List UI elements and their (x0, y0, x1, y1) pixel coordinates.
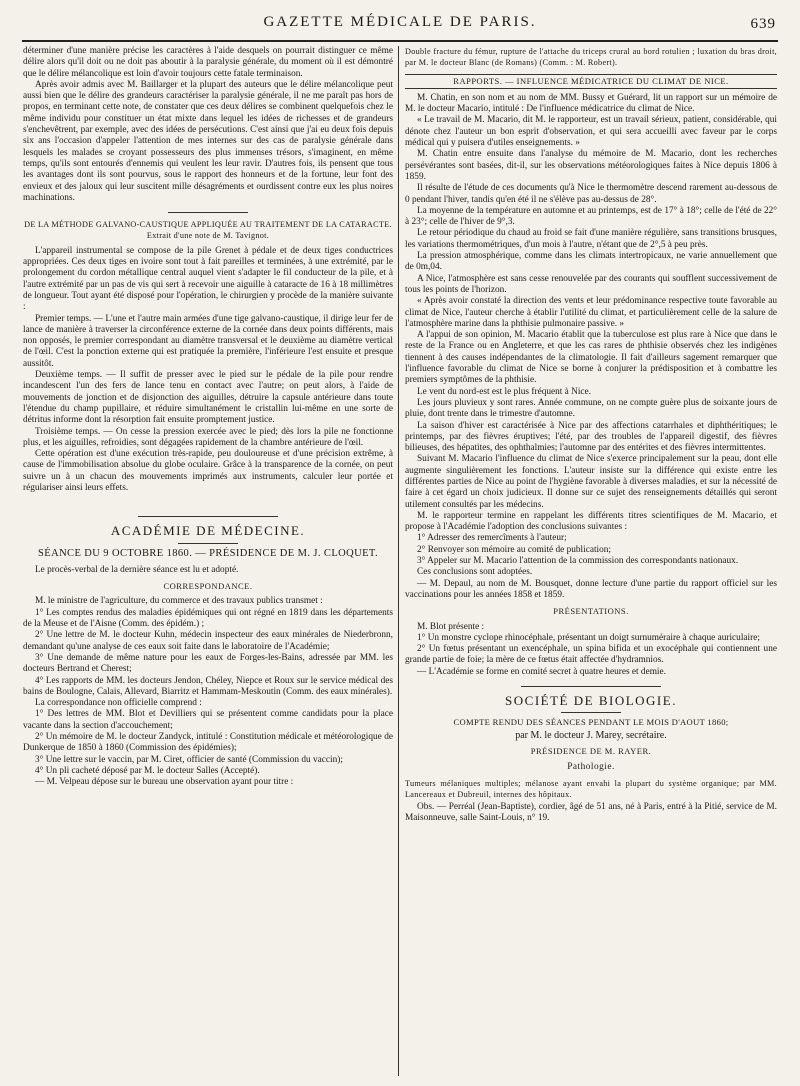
list-item: 1° Les comptes rendus des maladies épidémiques qui ont régné en 1819 dans les départements de la Meuse et de l'Aisne (Comm. des épidém.) ; (23, 607, 393, 630)
divider (561, 712, 621, 713)
list-item: 3° Une lettre sur le vaccin, par M. Ciret, officier de santé (Commission du vaccin); (35, 754, 343, 765)
column-divider (398, 46, 399, 1076)
list-item: 2° Un fœtus présentant un exencéphale, un spina bifida et un exocéphale qui contiennent une grande partie de foie; la mère de ce fœtus était affectée d'hydramnios. (405, 644, 777, 666)
page-header (22, 4, 778, 40)
paragraph: L'appareil instrumental se compose de la pile Grenet à pédale et de deux tiges conductrices appropriées. Ces deux tiges en ivoire sont tout à fait pareilles et terminées, à une extrémité, par le prolongement du cordon métallique central auquel vient s'adapter le fil conducteur de la pile, et à l'autre extrémité par un pas de vis qui sert à recevoir une aiguille à cataracte de 16 à 18 millimètres de longueur. Tout ayant été disposé pour l'opération, le chirurgien y procède de la manière suivante : (23, 245, 393, 313)
paragraph: Deuxième temps. — Il suffit de presser avec le pied sur le pédale de la pile pour rendre incandescent l'un des fers de lance tenu en contact avec l'autre; on peut alors, à l'aide de mouvements de jonction et de disjonction des aiguilles, détruire la capsule antérieure dans toute l'étendue du champ pupillaire, et réduire simultanément le cristallin lui-même en une sorte de détritus informe dont la résorption fait ensuite promptement justice. (23, 370, 393, 426)
list-item: 1° Des lettres de MM. Blot et Devilliers qui se présentent comme candidats pour la place vacante dans la section d'accouchement; (23, 709, 393, 731)
divider (521, 686, 661, 687)
paragraph: Le procès-verbal de la dernière séance est lu et adopté. (35, 564, 239, 575)
paragraph: M. Blot présente : (417, 621, 485, 632)
subheading-pathologie: Pathologie. (567, 762, 615, 773)
paragraph: — M. Depaul, au nom de M. Bousquet, donne lecture d'une partie du rapport officiel sur les vaccinations pour les années 1858 et 1859. (405, 578, 777, 600)
paragraph: Les jours pluvieux y sont rares. Année commune, on ne compte guère plus de soixante jours de pluie, dont trente dans le trimestre d'automne. (405, 397, 777, 420)
divider (168, 212, 248, 213)
list-item: — M. Velpeau dépose sur le bureau une observation ayant pour titre : (35, 777, 294, 788)
paragraph: « Après avoir constaté la direction des vents et leur prédominance respective toute favorable au climat de Nice, l'auteur cherche à établir l'utilité du climat, et particulièrement celle de la salure de l'atmosphère marine dans la phthisie pulmonaire passive. » (405, 296, 777, 329)
paragraph: Le vent du nord-est est le plus fréquent à Nice. (417, 386, 591, 397)
section-title-societe: SOCIÉTÉ DE BIOLOGIE. (505, 693, 677, 709)
report-author-line: par M. le docteur J. Marey, secrétaire. (515, 729, 667, 741)
paragraph: A l'appui de son opinion, M. Macario établit que la tuberculose est plus rare à Nice que dans le reste de la France ou en Angleterre, et que les cas rares de phthisie observés chez les indigènes tiennent à des causes indépendantes de la climatologie. Il fait d'ailleurs sagement remarquer que l'influence favorable du climat de Nice se borne à conjurer la prédisposition et à combattre les premiers symptômes de la phthisie. (405, 330, 777, 386)
paragraph: « Le travail de M. Macario, dit M. le rapporteur, est un travail sérieux, patient, considérable, qui dénote chez l'auteur un bon esprit d'observation, et qui sera accueilli avec faveur par le corps médical qui y puisera d'utiles enseignements. » (405, 115, 777, 149)
paragraph: M. le ministre de l'agriculture, du commerce et des travaux publics transmet : (35, 596, 323, 607)
list-item: 1° Adresser des remercîments à l'auteur; (417, 533, 567, 544)
report-title-line: COMPTE RENDU DES SÉANCES PENDANT LE MOIS D'AOUT 1860; (453, 717, 729, 728)
header-rule (22, 40, 778, 42)
subheading-presentations: PRÉSENTATIONS. (553, 606, 629, 617)
paragraph: La moyenne de la température en automne et au printemps, est de 17° à 18°; celle de l'été de 22° à 23°; celle de l'hiver de 9°,3. (405, 205, 777, 228)
list-item: 3° Appeler sur M. Macario l'attention de la commission des correspondants nationaux. (417, 556, 739, 567)
paragraph: déterminer d'une manière précise les caractères à l'aide desquels on pourrait distinguer ce même délire alors qu'il doit ou ne doit pas aboutir à la paralysie générale, du moment où il est démontré que le délire mélancolique est loin d'avoir toujours cette fatale terminaison. (23, 46, 393, 79)
session-line: SÉANCE DU 9 OCTOBRE 1860. — PRÉSIDENCE DE M. J. CLOQUET. (38, 547, 378, 559)
list-item: 3° Une demande de même nature pour les eaux de Forges-les-Bains, adressée par MM. les docteurs Bertrand et Cherest; (23, 652, 393, 675)
paragraph: Cette opération est d'une exécution très-rapide, peu douloureuse et d'une précision extrême, à cause de l'immobilisation absolue du globe oculaire. Grâce à la transparence de la cornée, on peut suivre un à un chacun des mouvements imprimés aux instruments, calculer leur portée et régulariser ainsi leurs effets. (23, 449, 393, 493)
article-heading: DE LA MÉTHODE GALVANO-CAUSTIQUE APPLIQUÉE AU TRAITEMENT DE LA CATARACTE. Extrait d'une note de M. Tavignot. (24, 220, 392, 241)
section-title-academie: ACADÉMIE DE MÉDECINE. (110, 523, 306, 539)
list-item: 4° Les rapports de MM. les docteurs Jendon, Chéley, Niepce et Roux sur le service médical des bains de Boulogne, Calais, Allevard, Biarritz et Hammam-Meskoutin (Comm. des eaux minérales). (23, 675, 393, 697)
paragraph: Obs. — Perréal (Jean-Baptiste), cordier, âgé de 51 ans, né à Paris, entré à la Pitié, service de M. Maisonneuve, salle Saint-Louis, n° 19. (405, 802, 777, 824)
right-column (405, 46, 777, 1078)
paragraph: Il résulte de l'étude de ces documents qu'à Nice le thermomètre descend rarement au-dessous de 0 pendant l'hiver, tandis qu'en été il ne s'élève pas au-dessus de 28°. (405, 183, 777, 205)
paragraph: Premier temps. — L'une et l'autre main armées d'une tige galvano-caustique, il dirige leur fer de lance de manière à traverser la circonférence externe de la cornée dans deux points différents, mais non opposés, le premier correspondant au diamètre transversal et le deuxième au diamètre vertical de l'œil. C'est la ponction externe qui est pratiquée la première, l'inférieure l'est ensuite et presque aussitôt. (23, 313, 393, 369)
left-column (23, 46, 393, 1078)
list-item: 2° Un mémoire de M. le docteur Zandyck, intitulé : Constitution médicale et météorologique de Dunkerque de 1850 à 1860 (Commission des épidémies); (23, 732, 393, 754)
list-item: 4° Un pli cacheté déposé par M. le docteur Salles (Accepté). (35, 765, 260, 776)
journal-title: GAZETTE MÉDICALE DE PARIS. (263, 14, 537, 30)
paragraph: La saison d'hiver est caractérisée à Nice par des affections catarrhales et diphthéritiques; le printemps, par des fièvres éruptives; l'été, par des troubles de l'appareil digestif, des fièvres bilieuses, des hépatites, des ophthalmies; l'automne par des entérites et des fièvres intermittentes. (405, 420, 777, 454)
article-heading: Tumeurs mélaniques multiples; mélanose ayant envahi la plupart du système organique; par MM. Lancereaux et Dubreuil, internes des hôpitaux. (405, 778, 777, 799)
paragraph: — L'Académie se forme en comité secret à quatre heures et demie. (417, 666, 666, 677)
paragraph: M. Chatin, en son nom et au nom de MM. Bussy et Guérard, lit un rapport sur un mémoire de M. le docteur Macario, intitulé : De l'influence médicatrice du climat de Nice. (405, 92, 777, 115)
paragraph: A Nice, l'atmosphère est sans cesse renouvelée par des courants qui soufflent successivement de tous les points de l'horizon. (405, 273, 777, 295)
list-item: 2° Une lettre de M. le docteur Kuhn, médecin inspecteur des eaux minérales de Niederbronn, demandant qu'une analyse de ces eaux soit faite dans le laboratoire de l'Académie; (23, 630, 393, 652)
page-number: 639 (750, 16, 776, 32)
paragraph: La pression atmosphérique, comme dans les climats intertropicaux, ne varie annuellement que de 0m,04. (405, 251, 777, 273)
paragraph: Après avoir admis avec M. Baillarger et la plupart des auteurs que le délire mélancolique peut aussi bien que le délire des grandeurs caractériser la paralysie générale, il ne me paraît pas hors de propos, en terminant cette note, de constater que ces deux délires se combinent quelquefois chez le même individu pour constituer un état mixte dans lequel les idées de richesses et de grandeurs s'enchevêtrent, par exemple, avec des idées de persécutions. C'est ainsi que j'ai eu deux fois depuis six ans l'occasion d'appeler l'attention de mes internes sur des cas de paralysie générale dans lesquels les malades se croyant possesseurs des plus immenses trésors, s'imaginent, en même temps, qu'ils sont entourés d'ennemis qui veulent les leur ravir. D'autres fois, ils pensent que tous les avantages dont ils sont pourvus, sous le rapport des honneurs et de la fortune, leur font des envieux et des jaloux qui leur suscitent mille désagréments et ourdissent contre eux les plus noires machinations. (23, 79, 393, 203)
subheading-rapports: RAPPORTS. — INFLUENCE MÉDICATRICE DU CLIMAT DE NICE. (405, 74, 777, 89)
divider (178, 543, 238, 544)
list-item: 1° Un monstre cyclope rhinocéphale, présentant un doigt surnuméraire à chaque auriculaire; (417, 632, 760, 643)
article-heading: Double fracture du fémur, rupture de l'attache du triceps crural au bord rotulien ; luxation du bras droit, par M. le docteur Blanc (de Romans) (Comm. : M. Robert). (405, 47, 777, 68)
paragraph: M. Chatin entre ensuite dans l'analyse du mémoire de M. Macario, dont les recherches persévérantes sont basées, dit-il, sur les observations météorologiques faites à Nice depuis 1806 à 1859. (405, 149, 777, 182)
presidence-line: PRÉSIDENCE DE M. RAYER. (530, 745, 652, 756)
paragraph: Troisième temps. — On cesse la pression exercée avec le pied; dès lors la pile ne fonctionne plus, et les aiguilles, refroidies, sont dégagées rapidement de la chambre antérieure de l'œil. (23, 426, 393, 448)
paragraph: M. le rapporteur termine en rappelant les différents titres scientifiques de M. Macario, et propose à l'Académie l'adoption des conclusions suivantes : (405, 510, 777, 533)
divider (138, 516, 278, 517)
paragraph: Le retour périodique du chaud au froid se fait d'une manière régulière, sans transitions brusques, les variations thermométriques, d'un mois à l'autre, n'étant que de 2°,5 à peu près. (405, 228, 777, 250)
paragraph: La correspondance non officielle comprend : (35, 698, 202, 709)
paragraph: Ces conclusions sont adoptées. (417, 567, 533, 578)
paragraph: Suivant M. Macario l'influence du climat de Nice s'exerce principalement sur la peau, dont elle augmente singulièrement les fonctions. L'auteur insiste sur la différence qui existe entre les différentes parties de Nice au point de l'hygiène favorable à diverses maladies, et sur la nécessité de faire à cet égard un choix judicieux. Il donne sur ce sujet des renseignements détaillés qui seront utilement consultés par les médecins. (405, 454, 777, 510)
subheading-correspondance: CORRESPONDANCE. (163, 581, 253, 592)
list-item: 2° Renvoyer son mémoire au comité de publication; (417, 544, 611, 555)
